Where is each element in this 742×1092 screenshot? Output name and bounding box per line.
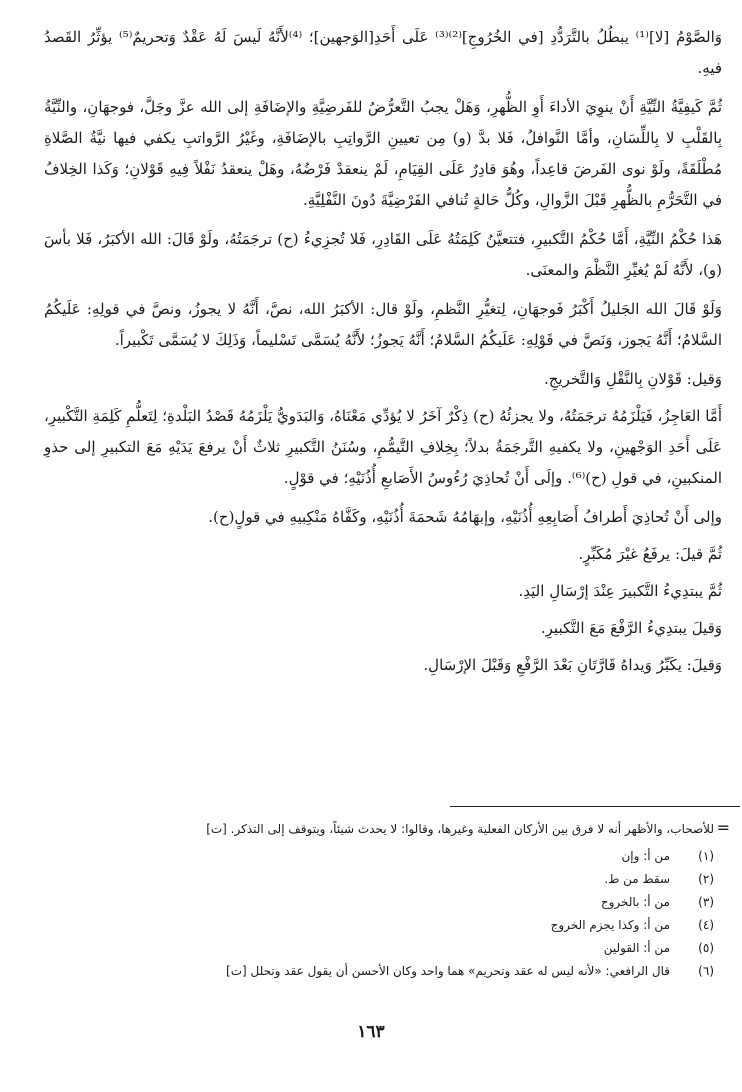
- paragraph-7: وإلى أَنْ تُحاذِيَ أَطرافُ أَصَابِعِهِ أُذُنَيْهِ، وإبهَامُهُ شَحمَةَ أُذُنَيْهِ، وكَفَّاهُ مَنْكِبيهِ في قولٍ(ح).: [208, 508, 722, 526]
- footnote-number: (٥): [698, 941, 714, 955]
- paragraph-5: وَقيل: قَوْلانِ بِالنَّقْلِ وَالتَّخريجِ.: [543, 370, 722, 388]
- paragraph-11: وَقيلَ: يكَبِّرُ وَيداهُ قَارَّتَانِ بَعْدَ الرَّفْعِ وَقَبْلَ الإرْسَالِ.: [423, 656, 722, 674]
- footnotes: [52, 818, 714, 983]
- paragraph-6: أَمَّا العَاجِزُ، فَيَلْزَمُهُ ترجَمَتُهُ، ولا يجزئُهُ (ح) ذِكْرٌ آخَرُ لا يُؤدِّي مَعْنَاهُ، وَالبَدَويُّ يَلْزَمُهُ قَصْدُ البَلْدةِ؛ لِتَعلُّمِ كَلِمَةِ التَّكْبيرِ، عَلَى أَحَدِ الوَجْهينِ، ولا يكفيهِ التَّرجَمَةُ بدلاً؛ بِخِلافِ التَّيمُّمِ، وسُنَنُ التَّكبيرِ ثلاثٌ أَنْ يرفعَ يَدَيْهِ مَعَ التكبيرِ إلى حذوِ المنكبينِ، في قولِ (ح)⁽⁶⁾. وإلَى أَنْ تُحاذِيَ رُءُوسُ الأَصَابعِ أُذُنَيْهِ؛ في قوْلٍ.: [44, 407, 722, 487]
- footnote-divider: [450, 806, 740, 807]
- main-text: [44, 22, 722, 687]
- paragraph-3: هَذا حُكْمُ النِّيَّةِ، أَمَّا حُكْمُ التَّكبيرِ، فتتعيَّنُ كَلِمَتُهُ عَلَى القَادِرِ، فَلا تُجزِيءُ (ح) ترجَمَتُهُ، ولَوْ قَالَ: الله الأكبَرُ، فَلا بأسَ (و)، لأَنَّهُ لَمْ يُغيِّرِ النَّظْمَ والمعنَى.: [44, 230, 722, 279]
- paragraph-10: وَقيلَ يبتدِيءُ الرَّفْعَ مَعَ التَّكبيرِ.: [540, 619, 722, 637]
- footnote-text: من أ: بالخروج: [600, 895, 670, 909]
- footnote-item: [52, 960, 714, 983]
- paragraph-8: ثُمَّ قيلَ: يرفَعُ غيْرَ مُكَبِّرٍ.: [578, 545, 722, 563]
- footnote-item: [52, 937, 714, 960]
- footnote-continuation-mark: =: [716, 818, 730, 837]
- paragraph-4: وَلَوْ قَالَ الله الجَليلُ أَكْبَرُ فَوجهَانِ، لِتغيُّرِ النَّظمِ، ولَوْ قال: الأكبَرُ الله، نصَّ، أَنَّهُ لا يجوزُ، ونصَّ في قولِهِ: عَلَيكُمُ السَّلامُ؛ أَنَّهُ يَجوز، وَنَصَّ في قَوْلِهِ: عَلَيكُمُ السَّلامُ؛ أَنَّهُ يَجوزُ؛ لأَنَّهُ يُسَمَّى تَسْليماً، وَذَلِكَ لا يُسَمَّى تَكْبيراً.: [44, 300, 722, 349]
- page-number: ١٦٣: [357, 1022, 385, 1042]
- footnote-number: (٤): [698, 918, 714, 932]
- footnote-number: (٦): [698, 964, 714, 978]
- footnote-number: (٢): [698, 872, 714, 886]
- footnote-continuation: للأصحاب، والأظهر أنه لا فرق بين الأركان الفعلية وغيرها، وقالوا: لا يحدث شيئاً، ويتوقف إلى التذكر. [ت]: [206, 822, 714, 836]
- footnote-item: [52, 845, 714, 868]
- footnote-text: من أ: وكذا يجزم الخروج: [550, 918, 670, 932]
- footnote-item: [52, 891, 714, 914]
- footnote-item: [52, 914, 714, 937]
- footnote-text: سقط من ط.: [604, 872, 670, 886]
- footnote-item: [52, 868, 714, 891]
- footnote-number: (٣): [698, 895, 714, 909]
- footnote-text: من أ: وإن: [621, 849, 670, 863]
- paragraph-2: ثُمَّ كَيفِيَّةُ النِّيَّةِ أَنْ ينوِيَ الأداءَ أَوِ الظُّهرِ، وَهَلْ يجبُ التَّعرُّضُ للفَرضِيَّةِ والإضَافَةِ إلى الله عزَّ وجَلَّ، فوجهَانِ، والنِّيَّةُ بِالقَلْبِ لا بِاللِّسَانِ، وأمَّا النَّوافلُ، فَلا بدَّ (و) مِن تعيينِ الرَّواتِبِ بالإضَافَةِ، وغَيْرُ الرَّواتبِ يكفي فيها نيَّةُ الصَّلاةِ مُطْلَقَةً، ولَوْ نوى الفَرضَ قاعِداً، وهُوَ قادِرٌ عَلَى القِيَامِ، لَمْ ينعقدْ فَرْضُهُ، وهَلْ ينعقدُ نَفْلاً فِيهِ قَوْلانِ؛ وَكَذا الخِلافُ في التَّحَرُّمِ بالظُّهرِ قَبْلَ الزَّوالِ، وكُلُّ حَالةٍ تُنافي الفَرْضِيَّةَ دُونَ النَّفْلِيَّةِ.: [44, 98, 722, 209]
- footnote-text: من أ: القولين: [603, 941, 670, 955]
- footnote-number: (١): [698, 849, 714, 863]
- paragraph-1: وَالصَّوْمُ [لا]⁽¹⁾ يبطُلُ بالتَّرَدُّدِ [في الخُرُوجِ]⁽²⁾⁽³⁾ عَلَى أَحَدِ[الوَجهين]؛ ⁽⁴⁾لأَنَّهُ لَيسَ لَهُ عَقْدٌ وَتحريمٌ⁽⁵⁾ يؤثِّرُ القَصدُ فيهِ.: [44, 28, 722, 77]
- footnote-text: قال الرافعي: «لأنه ليس له عقد وتحريم» هما واحد وكان الأحسن أن يقول عقد وتحلل [ت]: [226, 964, 670, 978]
- paragraph-9: ثُمَّ يبتدِيءُ التَّكبيرَ عِنْدَ إرْسَالِ اليَدِ.: [518, 582, 722, 600]
